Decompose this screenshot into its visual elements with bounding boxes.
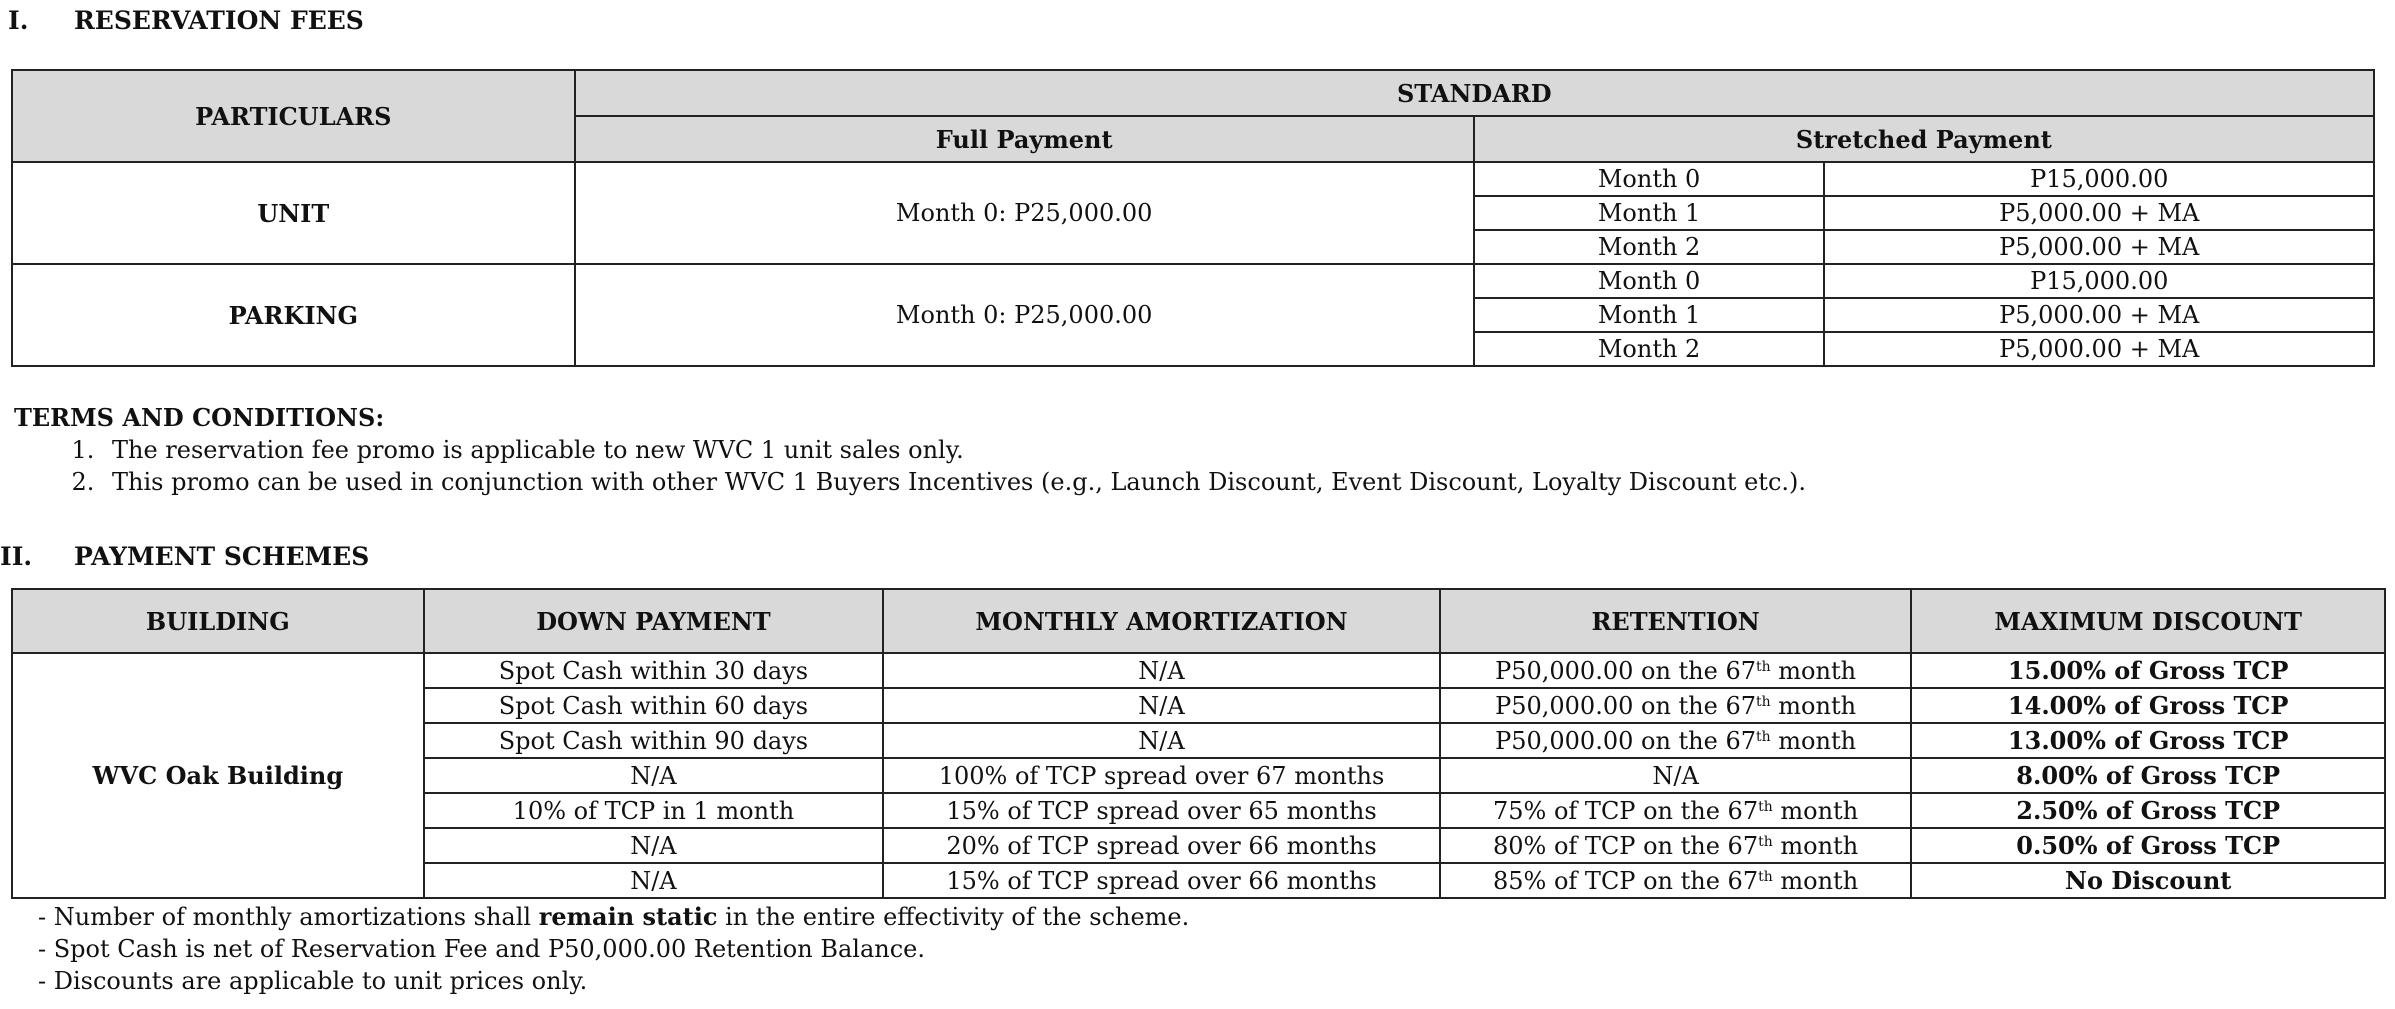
retention-suffix: th (1756, 658, 1771, 675)
retention-tail: month (1770, 656, 1857, 685)
retention-tail: month (1772, 796, 1859, 825)
unit-full-payment: Month 0: P25,000.00 (575, 162, 1474, 264)
section-2-number: II. (0, 542, 33, 571)
down-payment-cell: Spot Cash within 30 days (424, 653, 884, 688)
discount-cell: 14.00% of Gross TCP (1911, 688, 2385, 723)
payment-schemes-table (11, 588, 2386, 899)
retention-text: 85% of TCP on the 67 (1493, 866, 1759, 895)
header-retention: RETENTION (1440, 589, 1912, 653)
section-1-number: I. (8, 6, 29, 35)
retention-suffix: th (1758, 868, 1773, 885)
row-label-parking: PARKING (12, 264, 575, 366)
header-standard: STANDARD (575, 70, 2374, 116)
header-maximum-discount: MAXIMUM DISCOUNT (1911, 589, 2385, 653)
retention-suffix: th (1758, 798, 1773, 815)
retention-text: P50,000.00 on the 67 (1495, 726, 1757, 755)
discount-cell: 0.50% of Gross TCP (1911, 828, 2385, 863)
scheme-notes (38, 901, 2338, 997)
stretched-month: Month 1 (1474, 196, 1825, 230)
note-line: - Spot Cash is net of Reservation Fee and P50,000.00 Retention Balance. (38, 935, 925, 963)
down-payment-cell: N/A (424, 828, 884, 863)
stretched-month: Month 0 (1474, 264, 1825, 298)
header-particulars: PARTICULARS (12, 70, 575, 162)
list-item: 2. This promo can be used in conjunction with other WVC 1 Buyers Incentives (e.g., Launch Discount, Event Discount, Loyalty Discount etc.). (102, 466, 2214, 498)
stretched-month: Month 2 (1474, 332, 1825, 366)
retention-cell (1440, 723, 1912, 758)
stretched-amount: P5,000.00 + MA (1824, 230, 2374, 264)
section-2-heading (0, 542, 600, 574)
retention-text: 75% of TCP on the 67 (1493, 796, 1759, 825)
header-stretched-payment: Stretched Payment (1474, 116, 2374, 162)
down-payment-cell: Spot Cash within 60 days (424, 688, 884, 723)
discount-cell: No Discount (1911, 863, 2385, 898)
retention-text: P50,000.00 on the 67 (1495, 656, 1757, 685)
section-1-title: RESERVATION FEES (74, 6, 364, 35)
amortization-cell: N/A (883, 723, 1440, 758)
stretched-amount: P15,000.00 (1824, 264, 2374, 298)
table-row (12, 653, 2385, 688)
retention-suffix: th (1756, 728, 1771, 745)
header-monthly-amortization: MONTHLY AMORTIZATION (883, 589, 1440, 653)
down-payment-cell: N/A (424, 863, 884, 898)
retention-tail: month (1770, 726, 1857, 755)
stretched-month: Month 2 (1474, 230, 1825, 264)
terms-list (14, 434, 2214, 498)
header-full-payment: Full Payment (575, 116, 1474, 162)
amortization-cell: 15% of TCP spread over 65 months (883, 793, 1440, 828)
discount-cell: 8.00% of Gross TCP (1911, 758, 2385, 793)
retention-cell (1440, 863, 1912, 898)
reservation-fees-table (11, 69, 2375, 367)
stretched-month: Month 0 (1474, 162, 1825, 196)
amortization-cell: N/A (883, 653, 1440, 688)
building-name: WVC Oak Building (12, 653, 424, 898)
note-line (38, 901, 2338, 933)
note-emphasis: remain static (538, 902, 718, 931)
retention-suffix: th (1758, 833, 1773, 850)
note-text: - Number of monthly amortizations shall (38, 903, 539, 931)
retention-cell (1440, 653, 1912, 688)
stretched-amount: P5,000.00 + MA (1824, 332, 2374, 366)
parking-full-payment: Month 0: P25,000.00 (575, 264, 1474, 366)
discount-cell: 15.00% of Gross TCP (1911, 653, 2385, 688)
amortization-cell: 20% of TCP spread over 66 months (883, 828, 1440, 863)
retention-tail: month (1770, 691, 1857, 720)
retention-tail: month (1772, 831, 1859, 860)
amortization-cell: N/A (883, 688, 1440, 723)
retention-cell (1440, 828, 1912, 863)
terms-title: TERMS AND CONDITIONS: (14, 403, 385, 432)
discount-cell: 2.50% of Gross TCP (1911, 793, 2385, 828)
table-row (12, 162, 2374, 196)
terms-and-conditions (14, 402, 2214, 498)
list-item: 1. The reservation fee promo is applicable to new WVC 1 unit sales only. (102, 434, 2214, 466)
amortization-cell: 15% of TCP spread over 66 months (883, 863, 1440, 898)
retention-tail: month (1772, 866, 1859, 895)
section-2-title: PAYMENT SCHEMES (74, 542, 370, 571)
retention-text: P50,000.00 on the 67 (1495, 691, 1757, 720)
header-down-payment: DOWN PAYMENT (424, 589, 884, 653)
section-1-heading (0, 6, 600, 38)
note-line: - Discounts are applicable to unit prices only. (38, 967, 588, 995)
stretched-amount: P5,000.00 + MA (1824, 196, 2374, 230)
down-payment-cell: N/A (424, 758, 884, 793)
row-label-unit: UNIT (12, 162, 575, 264)
stretched-month: Month 1 (1474, 298, 1825, 332)
down-payment-cell: 10% of TCP in 1 month (424, 793, 884, 828)
down-payment-cell: Spot Cash within 90 days (424, 723, 884, 758)
note-text: in the entire effectivity of the scheme. (717, 903, 1190, 931)
stretched-amount: P15,000.00 (1824, 162, 2374, 196)
retention-cell (1440, 793, 1912, 828)
retention-suffix: th (1756, 693, 1771, 710)
retention-text: N/A (1652, 761, 1699, 790)
retention-cell (1440, 758, 1912, 793)
retention-text: 80% of TCP on the 67 (1493, 831, 1759, 860)
table-row (12, 264, 2374, 298)
retention-cell (1440, 688, 1912, 723)
stretched-amount: P5,000.00 + MA (1824, 298, 2374, 332)
discount-cell: 13.00% of Gross TCP (1911, 723, 2385, 758)
amortization-cell: 100% of TCP spread over 67 months (883, 758, 1440, 793)
header-building: BUILDING (12, 589, 424, 653)
